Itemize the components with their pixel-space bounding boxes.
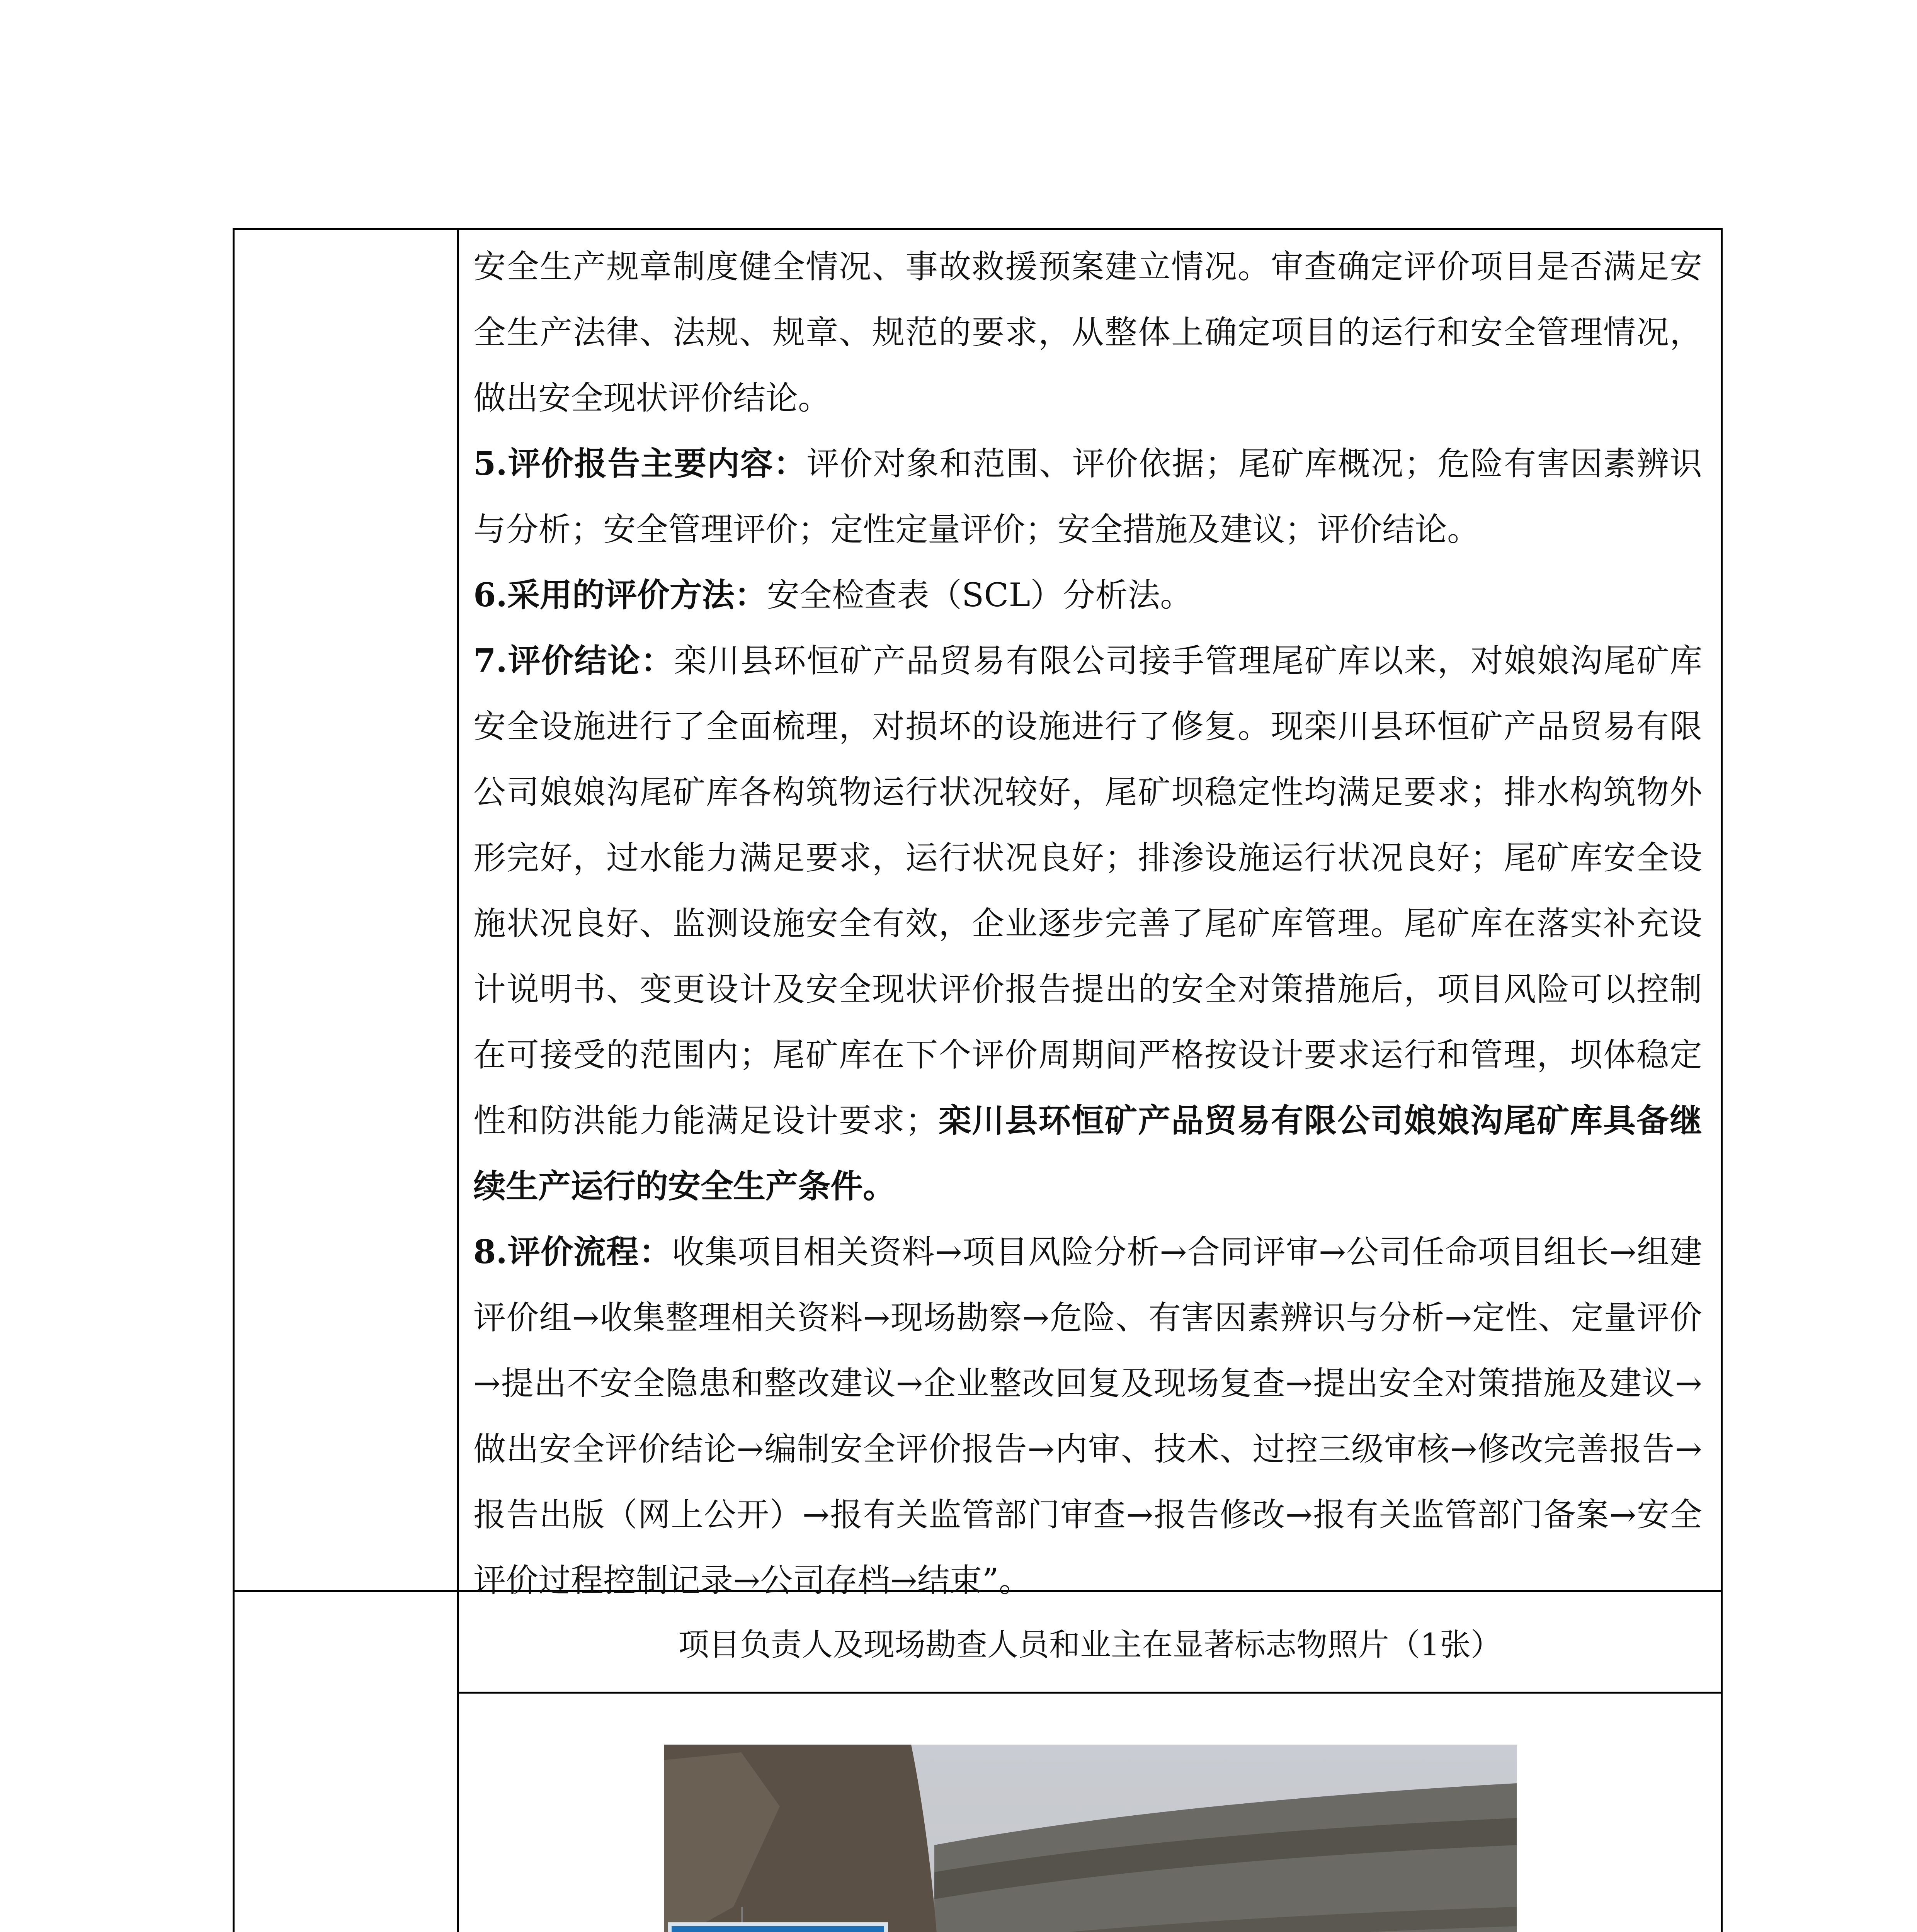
report-content-label: 5.评价报告主要内容：	[473, 444, 807, 483]
paragraph-report-content	[473, 431, 1702, 562]
caption-divider	[459, 1692, 1721, 1694]
method-text: 安全检查表（SCL）分析法。	[767, 576, 1193, 614]
evaluation-text-block	[473, 234, 1702, 1613]
site-photo	[664, 1745, 1517, 1932]
process-label: 8.评价流程：	[473, 1233, 672, 1271]
paragraph-method	[473, 562, 1702, 628]
conclusion-label: 7.评价结论：	[473, 641, 674, 680]
conclusion-bold-text: 栾川县环恒矿产品贸易有限公司娘娘沟尾矿库具备继续生产运行的安全生产条件。	[473, 1101, 1702, 1205]
method-label: 6.采用的评价方法：	[473, 576, 767, 614]
document-table	[233, 228, 1723, 1932]
paragraph-conclusion	[473, 628, 1702, 1219]
report-content-text: 评价对象和范围、评价依据；尾矿库概况；危险有害因素辨识与分析；安全管理评价；定性定量评价；安全措施及建议；评价结论。	[473, 445, 1702, 548]
photo-caption: 项目负责人及现场勘查人员和业主在显著标志物照片（1张）	[678, 1626, 1502, 1663]
conclusion-text: 栾川县环恒矿产品贸易有限公司接手管理尾矿库以来，对娘娘沟尾矿库安全设施进行了全面梳理，对损坏的设施进行了修复。现栾川县环恒矿产品贸易有限公司娘娘沟尾矿库各构筑物运行状况较好，尾矿坝稳定性均满足要求；排水构筑物外形完好，过水能力满足要求，运行状况良好；排渗设施运行状况良好；尾矿库安全设施状况良好、监测设施安全有效，企业逐步完善了尾矿库管理。尾矿库在落实补充设计说明书、变更设计及安全现状评价报告提出的安全对策措施后，项目风险可以控制在可接受的范围内；尾矿库在下个评价周期间严格按设计要求运行和管理，坝体稳定性和防洪能力能满足设计要求；	[473, 642, 1702, 1139]
paragraph-review: 安全生产规章制度健全情况、事故救援预案建立情况。审查确定评价项目是否满足安全生产法律、法规、规章、规范的要求，从整体上确定项目的运行和安全管理情况，做出安全现状评价结论。	[473, 248, 1702, 417]
process-text: 收集项目相关资料→项目风险分析→合同评审→公司任命项目组长→组建评价组→收集整理相关资料→现场勘察→危险、有害因素辨识与分析→定性、定量评价→提出不安全隐患和整改建议→企业整改回复及现场复查→提出安全对策措施及建议→做出安全评价结论→编制安全评价报告→内审、技术、过控三级审核→修改完善报告→报告出版（网上公开）→报有关监管部门审查→报告修改→报有关监管部门备案→安全评价过程控制记录→公司存档→结束”。	[473, 1233, 1702, 1599]
paragraph-process	[473, 1219, 1702, 1613]
